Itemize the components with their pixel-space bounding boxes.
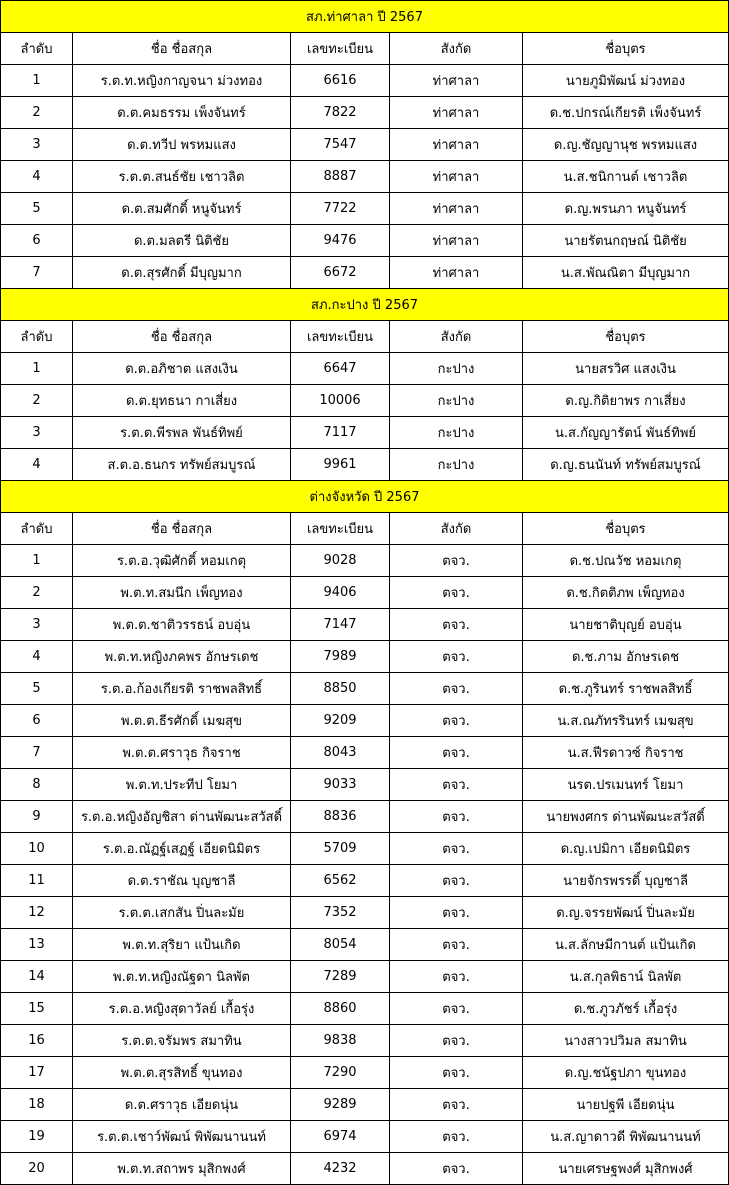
row-index: 17 (1, 1057, 73, 1089)
unit: ท่าศาลา (390, 129, 523, 161)
row-index: 5 (1, 193, 73, 225)
child-name: น.ส.กุลพิธาน์ นิลพัต (523, 961, 729, 993)
unit: ตจว. (390, 897, 523, 929)
member-name: ร.ต.ต.จรัมพร สมาทิน (73, 1025, 291, 1057)
table-row (1, 705, 729, 737)
table-row (1, 673, 729, 705)
member-name: พ.ต.ต.ธีรศักดิ์ เมฆสุข (73, 705, 291, 737)
row-index: 1 (1, 65, 73, 97)
registration-number: 7147 (291, 609, 390, 641)
section-title: สภ.ท่าศาลา ปี 2567 (1, 1, 729, 33)
child-name: ด.ญ.ชนัฐปภา ขุนทอง (523, 1057, 729, 1089)
registration-number: 6562 (291, 865, 390, 897)
member-name: ด.ต.อภิชาต แสงเงิน (73, 353, 291, 385)
registration-number: 7989 (291, 641, 390, 673)
member-name: พ.ต.ท.ประทีป โยมา (73, 769, 291, 801)
registration-number: 8860 (291, 993, 390, 1025)
unit: ตจว. (390, 641, 523, 673)
unit: ท่าศาลา (390, 193, 523, 225)
registration-number: 9033 (291, 769, 390, 801)
header-index: ลำดับ (1, 321, 73, 353)
registration-number: 8054 (291, 929, 390, 961)
table-row (1, 833, 729, 865)
table-row (1, 161, 729, 193)
row-index: 5 (1, 673, 73, 705)
child-name: ด.ช.กิตติภพ เพ็ญทอง (523, 577, 729, 609)
child-name: นายจักรพรรดิ์ บุญชาลี (523, 865, 729, 897)
table-row (1, 1025, 729, 1057)
registration-number: 9476 (291, 225, 390, 257)
row-index: 2 (1, 577, 73, 609)
child-name: นายเศรษฐพงศ์ มุสิกพงศ์ (523, 1153, 729, 1185)
row-index: 20 (1, 1153, 73, 1185)
member-name: ส.ต.อ.ธนกร ทรัพย์สมบูรณ์ (73, 449, 291, 481)
registration-number: 8836 (291, 801, 390, 833)
header-child-name: ชื่อบุตร (523, 321, 729, 353)
header-index: ลำดับ (1, 33, 73, 65)
table-row (1, 417, 729, 449)
row-index: 6 (1, 705, 73, 737)
header-registration-no: เลขทะเบียน (291, 321, 390, 353)
table-row (1, 545, 729, 577)
unit: ท่าศาลา (390, 257, 523, 289)
registration-number: 7822 (291, 97, 390, 129)
member-name: ด.ต.ทวีป พรหมแสง (73, 129, 291, 161)
table-row (1, 353, 729, 385)
row-index: 11 (1, 865, 73, 897)
registration-number: 8850 (291, 673, 390, 705)
unit: ท่าศาลา (390, 225, 523, 257)
unit: ตจว. (390, 545, 523, 577)
registration-number: 6672 (291, 257, 390, 289)
registration-number: 9209 (291, 705, 390, 737)
table-row (1, 577, 729, 609)
unit: กะปาง (390, 417, 523, 449)
registration-number: 7289 (291, 961, 390, 993)
table-row (1, 1089, 729, 1121)
table-row (1, 225, 729, 257)
member-name: ร.ต.ต.เสกสัน ปิ่นละมัย (73, 897, 291, 929)
table-row (1, 449, 729, 481)
registration-number: 7290 (291, 1057, 390, 1089)
child-name: นางสาวปวิมล สมาทิน (523, 1025, 729, 1057)
child-name: ด.ญ.เปมิกา เอียดนิมิตร (523, 833, 729, 865)
column-header-row (1, 321, 729, 353)
unit: ท่าศาลา (390, 97, 523, 129)
table-row (1, 385, 729, 417)
row-index: 4 (1, 161, 73, 193)
column-header-row (1, 513, 729, 545)
table-row (1, 609, 729, 641)
row-index: 12 (1, 897, 73, 929)
member-name: ด.ต.ศราวุธ เอียดนุ่น (73, 1089, 291, 1121)
registration-number: 6647 (291, 353, 390, 385)
member-name: ร.ต.อ.หญิงอัญชิสา ด่านพัฒนะสวัสดิ์ (73, 801, 291, 833)
table-row (1, 1153, 729, 1185)
table-row (1, 193, 729, 225)
table-row (1, 929, 729, 961)
child-name: นรต.ปรเมนทร์ โยมา (523, 769, 729, 801)
member-name: พ.ต.ท.หญิงภคพร อักษรเดช (73, 641, 291, 673)
table-row (1, 1057, 729, 1089)
child-name: น.ส.ณภัทรรินทร์ เมฆสุข (523, 705, 729, 737)
header-unit: สังกัด (390, 513, 523, 545)
row-index: 9 (1, 801, 73, 833)
member-name: ร.ต.อ.หญิงสุดาวัลย์ เกื้อรุ่ง (73, 993, 291, 1025)
header-name: ชื่อ ชื่อสกุล (73, 321, 291, 353)
unit: ตจว. (390, 1121, 523, 1153)
row-index: 2 (1, 385, 73, 417)
registration-number: 7117 (291, 417, 390, 449)
unit: ตจว. (390, 1153, 523, 1185)
unit: ตจว. (390, 993, 523, 1025)
row-index: 4 (1, 449, 73, 481)
registration-number: 7722 (291, 193, 390, 225)
table-row (1, 993, 729, 1025)
row-index: 10 (1, 833, 73, 865)
table-row (1, 129, 729, 161)
row-index: 13 (1, 929, 73, 961)
column-header-row (1, 33, 729, 65)
registration-number: 4232 (291, 1153, 390, 1185)
table-row (1, 897, 729, 929)
member-name: พ.ต.ต.สุรสิทธิ์ ขุนทอง (73, 1057, 291, 1089)
member-name: ด.ต.มลตรี นิติชัย (73, 225, 291, 257)
registry-table-body (1, 1, 729, 1185)
unit: ตจว. (390, 865, 523, 897)
table-row (1, 1121, 729, 1153)
header-unit: สังกัด (390, 321, 523, 353)
child-name: น.ส.ลักษมีกานต์ แป้นเกิด (523, 929, 729, 961)
unit: กะปาง (390, 353, 523, 385)
member-name: ด.ต.สุรศักดิ์ มีบุญมาก (73, 257, 291, 289)
section-title-row (1, 481, 729, 513)
registration-number: 9838 (291, 1025, 390, 1057)
child-name: ด.ช.ปกรณ์เกียรติ เพ็งจันทร์ (523, 97, 729, 129)
table-row (1, 65, 729, 97)
registration-number: 9289 (291, 1089, 390, 1121)
child-name: นายสรวิศ แสงเงิน (523, 353, 729, 385)
row-index: 2 (1, 97, 73, 129)
header-registration-no: เลขทะเบียน (291, 513, 390, 545)
table-row (1, 737, 729, 769)
child-name: ด.ญ.ธนนันท์ ทรัพย์สมบูรณ์ (523, 449, 729, 481)
child-name: ด.ญ.พรนภา หนูจันทร์ (523, 193, 729, 225)
unit: ตจว. (390, 1057, 523, 1089)
registration-number: 9406 (291, 577, 390, 609)
table-row (1, 961, 729, 993)
header-child-name: ชื่อบุตร (523, 33, 729, 65)
table-row (1, 865, 729, 897)
registration-number: 8043 (291, 737, 390, 769)
header-child-name: ชื่อบุตร (523, 513, 729, 545)
row-index: 16 (1, 1025, 73, 1057)
header-name: ชื่อ ชื่อสกุล (73, 33, 291, 65)
row-index: 3 (1, 129, 73, 161)
section-title-row (1, 1, 729, 33)
member-name: ร.ต.ท.หญิงกาญจนา ม่วงทอง (73, 65, 291, 97)
section-title: ต่างจังหวัด ปี 2567 (1, 481, 729, 513)
unit: ตจว. (390, 833, 523, 865)
child-name: นายภูมิพัฒน์ ม่วงทอง (523, 65, 729, 97)
member-name: ร.ต.ต.เชาว์พัฒน์ พิพัฒนานนท์ (73, 1121, 291, 1153)
header-index: ลำดับ (1, 513, 73, 545)
registration-number: 6616 (291, 65, 390, 97)
unit: กะปาง (390, 385, 523, 417)
registration-number: 9028 (291, 545, 390, 577)
member-name: ด.ต.ราชัณ บุญชาลี (73, 865, 291, 897)
row-index: 7 (1, 257, 73, 289)
child-name: น.ส.ชนิกานต์ เชาวลิต (523, 161, 729, 193)
child-name: ด.ญ.จรรยพัฒน์ ปิ่นละมัย (523, 897, 729, 929)
member-name: ร.ต.ต.พีรพล พันธ์ทิพย์ (73, 417, 291, 449)
member-name: พ.ต.ต.ชาติวรรธน์ อบอุ่น (73, 609, 291, 641)
row-index: 4 (1, 641, 73, 673)
member-name: ด.ต.คมธรรม เพ็งจันทร์ (73, 97, 291, 129)
member-name: ร.ต.อ.ณัฏฐ์เสฏฐ์ เอียดนิมิตร (73, 833, 291, 865)
registration-number: 7547 (291, 129, 390, 161)
unit: ท่าศาลา (390, 161, 523, 193)
header-name: ชื่อ ชื่อสกุล (73, 513, 291, 545)
member-name: พ.ต.ต.ศราวุธ กิจราช (73, 737, 291, 769)
row-index: 7 (1, 737, 73, 769)
member-name: พ.ต.ท.หญิงณัฐดา นิลพัต (73, 961, 291, 993)
table-row (1, 641, 729, 673)
child-name: นายรัตนกฤษณ์ นิติชัย (523, 225, 729, 257)
row-index: 3 (1, 609, 73, 641)
table-row (1, 97, 729, 129)
member-name: ร.ต.อ.ก้องเกียรติ ราชพลสิทธิ์ (73, 673, 291, 705)
registration-number: 6974 (291, 1121, 390, 1153)
row-index: 1 (1, 353, 73, 385)
unit: ตจว. (390, 1025, 523, 1057)
child-name: น.ส.ฟีรดาวซ์ กิจราช (523, 737, 729, 769)
registration-number: 10006 (291, 385, 390, 417)
child-name: ด.ช.ภาม อักษรเดช (523, 641, 729, 673)
registration-number: 9961 (291, 449, 390, 481)
table-row (1, 257, 729, 289)
unit: ตจว. (390, 769, 523, 801)
child-name: น.ส.พัณณิตา มีบุญมาก (523, 257, 729, 289)
registration-number: 8887 (291, 161, 390, 193)
row-index: 18 (1, 1089, 73, 1121)
unit: ตจว. (390, 673, 523, 705)
unit: ตจว. (390, 577, 523, 609)
table-row (1, 769, 729, 801)
child-name: ด.ญ.ชัญญานุช พรหมแสง (523, 129, 729, 161)
child-name: น.ส.กัญญารัตน์ พันธ์ทิพย์ (523, 417, 729, 449)
unit: ตจว. (390, 961, 523, 993)
section-title-row (1, 289, 729, 321)
member-name: พ.ต.ท.สมนึก เพ็ญทอง (73, 577, 291, 609)
member-name: ด.ต.ยุทธนา กาเสี่ยง (73, 385, 291, 417)
registration-number: 5709 (291, 833, 390, 865)
header-registration-no: เลขทะเบียน (291, 33, 390, 65)
unit: กะปาง (390, 449, 523, 481)
row-index: 19 (1, 1121, 73, 1153)
unit: ตจว. (390, 737, 523, 769)
row-index: 1 (1, 545, 73, 577)
section-title: สภ.กะปาง ปี 2567 (1, 289, 729, 321)
child-name: นายพงศกร ด่านพัฒนะสวัสดิ์ (523, 801, 729, 833)
unit: ท่าศาลา (390, 65, 523, 97)
child-name: ด.ช.ปณวัช หอมเกตุ (523, 545, 729, 577)
child-name: ด.ช.ภูรินทร์ ราชพลสิทธิ์ (523, 673, 729, 705)
row-index: 3 (1, 417, 73, 449)
row-index: 14 (1, 961, 73, 993)
row-index: 15 (1, 993, 73, 1025)
member-name: ร.ต.ต.สนธ์ชัย เชาวลิต (73, 161, 291, 193)
child-name: นายปฐพี เอียดนุ่น (523, 1089, 729, 1121)
member-name: ร.ต.อ.วุฒิศักดิ์ หอมเกตุ (73, 545, 291, 577)
child-name: ด.ช.ภูวภัชร์ เกื้อรุ่ง (523, 993, 729, 1025)
unit: ตจว. (390, 801, 523, 833)
member-name: ด.ต.สมศักดิ์ หนูจันทร์ (73, 193, 291, 225)
child-name: ด.ญ.กิติยาพร กาเสี่ยง (523, 385, 729, 417)
row-index: 6 (1, 225, 73, 257)
child-name: นายชาติบุญย์ อบอุ่น (523, 609, 729, 641)
child-name: น.ส.ญาดาวดี พิพัฒนานนท์ (523, 1121, 729, 1153)
member-name: พ.ต.ท.สถาพร มุสิกพงศ์ (73, 1153, 291, 1185)
row-index: 8 (1, 769, 73, 801)
header-unit: สังกัด (390, 33, 523, 65)
member-name: พ.ต.ท.สุริยา แป้นเกิด (73, 929, 291, 961)
unit: ตจว. (390, 705, 523, 737)
unit: ตจว. (390, 1089, 523, 1121)
unit: ตจว. (390, 929, 523, 961)
table-row (1, 801, 729, 833)
registration-number: 7352 (291, 897, 390, 929)
unit: ตจว. (390, 609, 523, 641)
